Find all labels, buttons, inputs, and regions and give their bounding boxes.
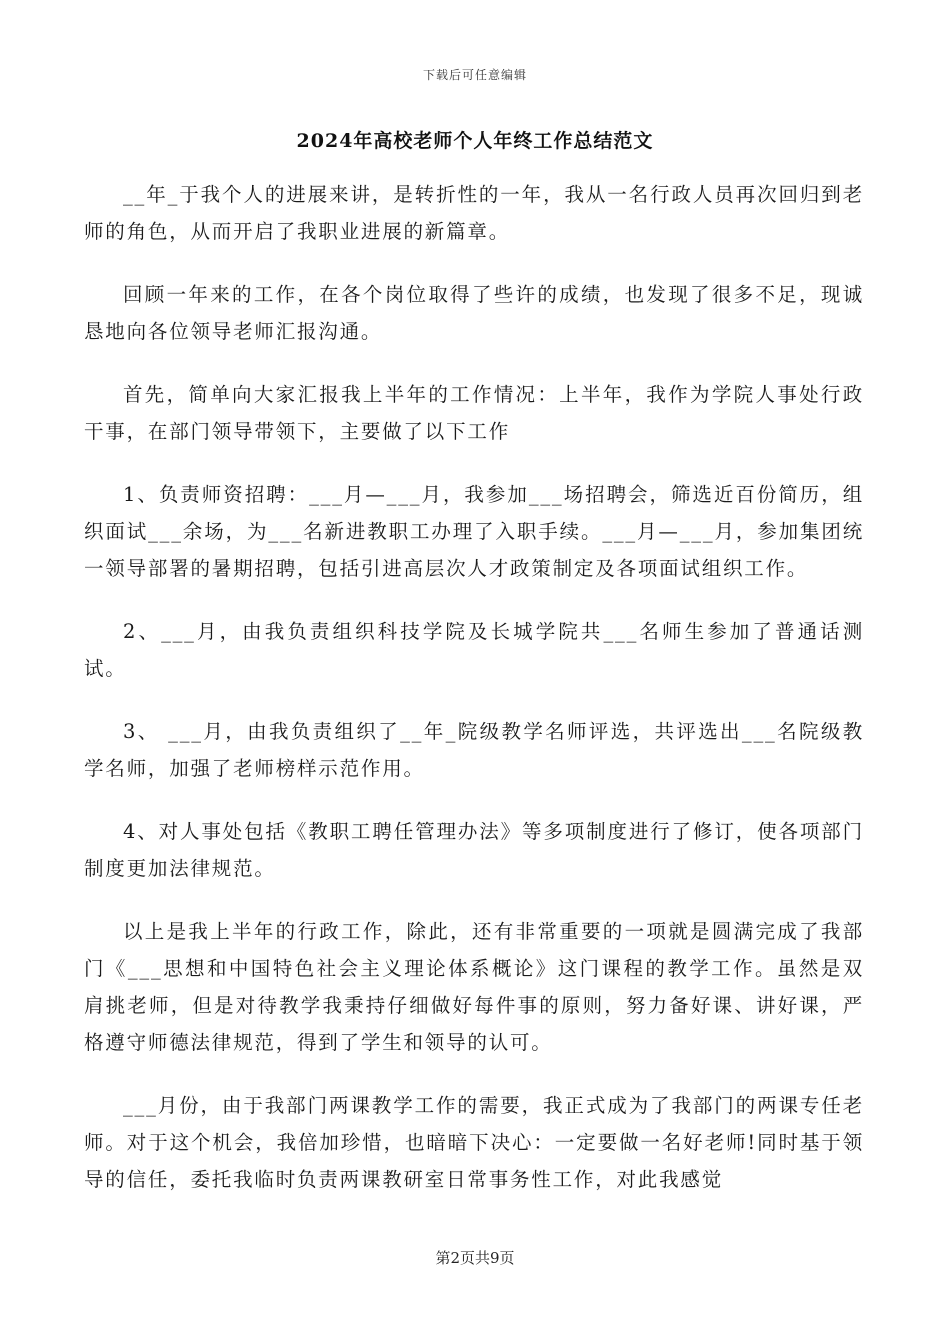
paragraph: 回顾一年来的工作，在各个岗位取得了些许的成绩，也发现了很多不足，现诚恳地向各位领导老师汇报沟通。 [84, 283, 864, 343]
paragraph: __年_于我个人的进展来讲，是转折性的一年，我从一名行政人员再次回归到老师的角色，从而开启了我职业进展的新篇章。 [84, 183, 864, 243]
paragraph: 以上是我上半年的行政工作，除此，还有非常重要的一项就是圆满完成了我部门《___思想和中国特色社会主义理论体系概论》这门课程的教学工作。虽然是双肩挑老师，但是对待教学我秉持仔细做好每件事的原则，努力备好课、讲好课，严格遵守师德法律规范，得到了学生和领导的认可。 [84, 920, 864, 1054]
page-number: 第2页共9页 [435, 1249, 515, 1267]
header-note: 下载后可任意编辑 [422, 68, 527, 82]
paragraph: 4、对人事处包括《教职工聘任管理办法》等多项制度进行了修订，使各项部门制度更加法律规范。 [84, 820, 864, 880]
document-title: 2024年高校老师个人年终工作总结范文 [296, 130, 654, 152]
paragraph: 1、负责师资招聘：___月—___月，我参加___场招聘会，筛选近百份简历，组织面试___余场，为___名新进教职工办理了入职手续。___月—___月，参加集团统一领导部署的暑期招聘，包括引进高层次人才政策制定及各项面试组织工作。 [84, 483, 864, 580]
paragraph: 首先，简单向大家汇报我上半年的工作情况：上半年，我作为学院人事处行政干事，在部门领导带领下，主要做了以下工作 [84, 383, 864, 443]
document-body [84, 176, 864, 1224]
paragraph: 2、___月，由我负责组织科技学院及长城学院共___名师生参加了普通话测试。 [84, 620, 864, 680]
paragraph: 3、 ___月，由我负责组织了__年_院级教学名师评选，共评选出___名院级教学名师，加强了老师榜样示范作用。 [84, 720, 864, 780]
paragraph: ___月份，由于我部门两课教学工作的需要，我正式成为了我部门的两课专任老师。对于这个机会，我倍加珍惜，也暗暗下决心：一定要做一名好老师!同时基于领导的信任，委托我临时负责两课教研室日常事务性工作，对此我感觉 [84, 1094, 864, 1191]
